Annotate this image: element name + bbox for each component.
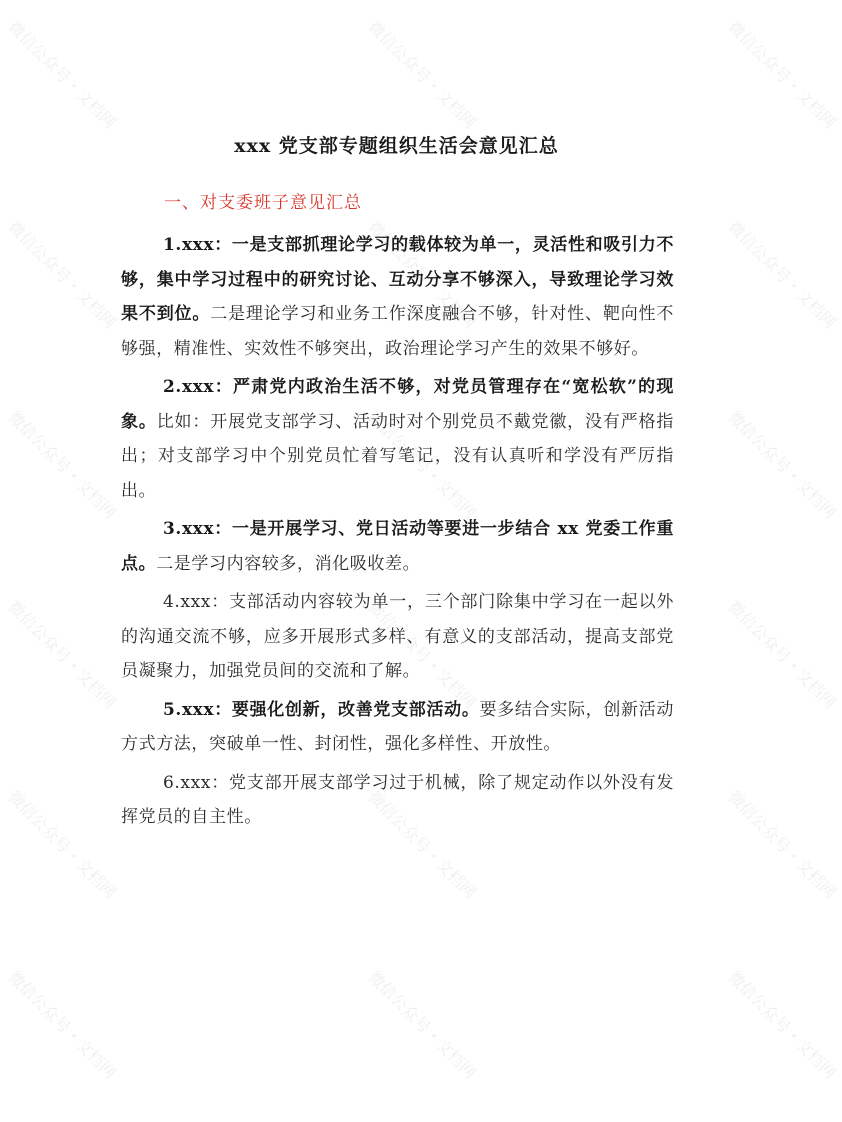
- paragraph-3-text: 二是学习内容较多，消化吸收差。: [156, 553, 421, 574]
- watermark-text: 微信公众号・文档网: [724, 407, 840, 523]
- watermark-text: 微信公众号・文档网: [364, 967, 480, 1083]
- paragraph-1-text: 二是理论学习和业务工作深度融合不够，针对性、靶向性不够强，精准性、实效性不够突出，政治理论学习产生的效果不够好。: [121, 304, 674, 359]
- watermark-text: 微信公众号・文档网: [4, 597, 120, 713]
- paragraph-6-text: 6.xxx：党支部开展支部学习过于机械，除了规定动作以外没有发挥党员的自主性。: [121, 772, 674, 827]
- watermark-text: 微信公众号・文档网: [724, 217, 840, 333]
- watermark-text: 微信公众号・文档网: [4, 17, 120, 133]
- paragraph-1-bold: 1.xxx：一是支部抓理论学习的载体较为单一，灵活性和吸引力不够，集中学习过程中的研究讨论、互动分享不够深入，导致理论学习效果不到位。: [121, 235, 674, 324]
- watermark-text: 微信公众号・文档网: [4, 967, 120, 1083]
- document-body: [121, 228, 674, 839]
- paragraph-4: [121, 585, 674, 689]
- watermark-text: 微信公众号・文档网: [724, 597, 840, 713]
- paragraph-2-bold: 2.xxx：严肃党内政治生活不够，对党员管理存在“宽松软”的现象。: [121, 377, 674, 432]
- document-title: xxx 党支部专题组织生活会意见汇总: [234, 135, 559, 157]
- watermark-text: 微信公众号・文档网: [724, 967, 840, 1083]
- watermark-text: 微信公众号・文档网: [724, 17, 840, 133]
- watermark-text: 微信公众号・文档网: [4, 787, 120, 903]
- paragraph-3-bold: 3.xxx：一是开展学习、党日活动等要进一步结合 xx 党委工作重点。: [121, 519, 674, 574]
- paragraph-6: [121, 766, 674, 835]
- paragraph-5-bold: 5.xxx：要强化创新，改善党支部活动。: [163, 699, 480, 720]
- paragraph-2: [121, 370, 674, 508]
- paragraph-2-text: 比如：开展党支部学习、活动时对个别党员不戴党徽，没有严格指出；对支部学习中个别党员忙着写笔记，没有认真听和学没有严厉指出。: [121, 411, 674, 501]
- watermark-text: 微信公众号・文档网: [364, 217, 480, 333]
- watermark-text: 微信公众号・文档网: [364, 597, 480, 713]
- watermark-text: 微信公众号・文档网: [4, 217, 120, 333]
- paragraph-5-text: 要多结合实际，创新活动方式方法，突破单一性、封闭性，强化多样性、开放性。: [121, 699, 674, 754]
- watermark-text: 微信公众号・文档网: [724, 787, 840, 903]
- paragraph-5: [121, 693, 674, 762]
- section-heading: 一、对支委班子意见汇总: [164, 193, 362, 213]
- watermark-text: 微信公众号・文档网: [364, 787, 480, 903]
- watermark-text: 微信公众号・文档网: [364, 407, 480, 523]
- paragraph-3: [121, 512, 674, 581]
- paragraph-4-text: 4.xxx：支部活动内容较为单一，三个部门除集中学习在一起以外的沟通交流不够，应多开展形式多样、有意义的支部活动，提高支部党员凝聚力，加强党员间的交流和了解。: [121, 592, 674, 681]
- watermark-text: 微信公众号・文档网: [364, 17, 480, 133]
- paragraph-1: [121, 228, 674, 366]
- watermark-text: 微信公众号・文档网: [4, 407, 120, 523]
